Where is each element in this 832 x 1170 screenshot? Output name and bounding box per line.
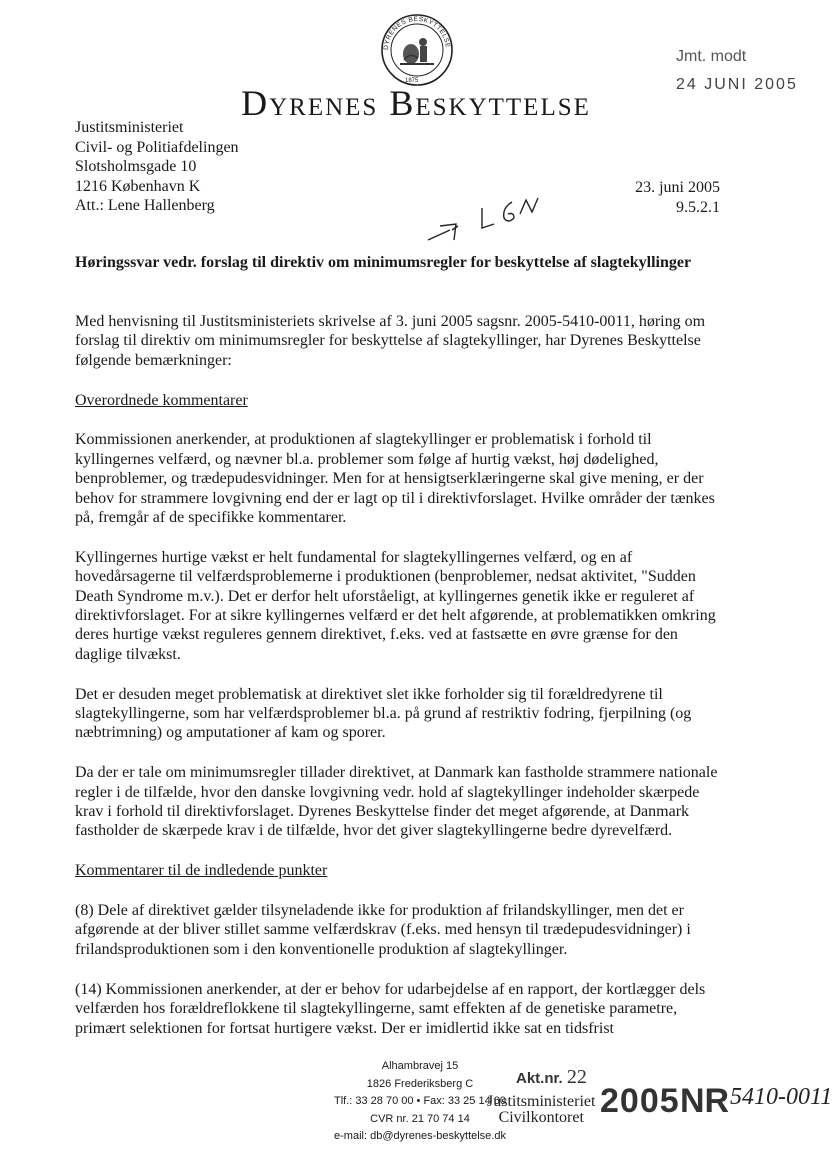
footer-address: Alhambravej 15 bbox=[381, 1060, 459, 1072]
letter-date bbox=[635, 178, 720, 217]
ministry-name: Justitsministeriet bbox=[487, 1093, 596, 1110]
received-stamp bbox=[676, 48, 798, 93]
handwritten-annotation bbox=[420, 190, 560, 250]
recipient-line: Civil- og Politiafdelingen bbox=[75, 138, 239, 156]
body-paragraph: Kommissionen anerkender, at produktionen af slagtekyllinger er problematisk i forhold til kyllingernes velfærd, og nævner bl.a. problemer som følge af hurtig vækst, høj dødelighed, benproblemer, og trædepudesvidninger. Men for at hensigtserklæringerne skal give mening, er der behov for strammere lovgivning end der er lagt op til i direktivforslaget. Hvilke områder der tænkes på, fremgår af de specifikke kommentarer. bbox=[75, 431, 715, 527]
footer-phone: Tlf.: 33 28 70 00 • Fax: 33 25 14 60 bbox=[333, 1095, 507, 1107]
case-number-handwritten: 5410-0011 bbox=[730, 1084, 832, 1110]
footer-cvr: CVR nr. 21 70 74 14 bbox=[370, 1112, 470, 1125]
letter-body bbox=[75, 312, 720, 1058]
intro-paragraph: Med henvisning til Justitsministeriets skrivelse af 3. juni 2005 sagsnr. 2005-5410-0011, høring om forslag til direktiv om minimumsregler for beskyttelse af slagtekyllinger, har Dyrenes Beskyttelse følgende bemærkninger: bbox=[75, 313, 706, 369]
body-paragraph: Da der er tale om minimumsregler tillader direktivet, at Danmark kan fastholde strammere nationale regler i de tilfælde, hvor den danske lovgivning vedr. hold af slagtekyllinger indeholder skærpede krav i forhold til direktivforslaget. Dyrenes Beskyttelse finder det meget afgørende, at Danmark fastholder de skærpede krav i de tilfælde, hvor det giver slagtekyllingerne bedre dyrevelfærd. bbox=[75, 764, 718, 840]
akt-label: Akt.nr. bbox=[516, 1070, 563, 1087]
date-text: 23. juni 2005 bbox=[635, 179, 720, 196]
nr-stamp: NR bbox=[680, 1082, 730, 1120]
svg-text:1875: 1875 bbox=[405, 78, 419, 84]
office-name: Civilkontoret bbox=[498, 1109, 584, 1126]
body-paragraph: Kyllingernes hurtige vækst er helt fundamental for slagtekyllingernes velfærd, og en af hovedårsagerne til velfærdsproblemerne i produktionen (benproblemer, nedsat aktivitet, "Sudden Death Syndrome m.v.). Det er derfor helt uforståeligt, at kyllingernes genetik ikke er reguleret af direktivforslaget. For at sikre kyllingernes velfærd er det helt afgørende, at problematikken omkring deres hurtige vækst reguleres gennem direktivet, f.eks. ved at fastsætte en øvre grænse for den daglige tilvækst. bbox=[75, 548, 716, 663]
body-paragraph: Det er desuden meget problematisk at direktivet slet ikke forholder sig til forældredyrene til slagtekyllingerne, som har velfærdsproblemer bl.a. på grund af restriktiv fodring, fjerpilning (og næbtrimning) og amputationer af kam og sporer. bbox=[75, 685, 692, 742]
akt-number-stamp bbox=[516, 1066, 587, 1089]
reference-number: 9.5.2.1 bbox=[676, 198, 720, 216]
body-paragraph: (14) Kommissionen anerkender, at der er behov for udarbejdelse af en rapport, der kortlægger dels velfærden hos forældreflokkene til slagtekyllingerne, samt effekten af de genetiske parametre, primært selektionen for fortsat hurtigere vækst. Der er imidlertid ikke sat en tidsfrist bbox=[75, 980, 706, 1037]
year-stamp: 2005 bbox=[600, 1082, 680, 1120]
received-stamp-date: 24 JUNI 2005 bbox=[676, 76, 798, 93]
recipient-line: 1216 København K bbox=[75, 177, 201, 195]
received-stamp-label: Jmt. modt bbox=[676, 48, 747, 65]
recipient-line: Att.: Lene Hallenberg bbox=[75, 197, 215, 215]
svg-text:DYRENES BESKYTTELSE: DYRENES BESKYTTELSE bbox=[382, 15, 451, 51]
recipient-address bbox=[75, 118, 239, 216]
organization-name: Dyrenes Beskyttelse bbox=[241, 83, 591, 123]
letter-subject: Høringssvar vedr. forslag til direktiv om minimumsregler for beskyttelse af slagtekyllinger bbox=[75, 254, 692, 271]
recipient-line: Slotsholmsgade 10 bbox=[75, 158, 197, 176]
organization-seal-logo bbox=[378, 12, 456, 88]
body-paragraph: (8) Dele af direktivet gælder tilsyneladende ikke for produktion af frilandskyllinger, men det er afgørende at der bliver stillet samme velfærdskrav (f.eks. med hensyn til trædepudesvidninger) i frilandsproduktionen som i den konventionelle produktion af slagtekyllinger. bbox=[75, 902, 691, 958]
section-heading: Overordnede kommentarer bbox=[75, 391, 248, 409]
akt-number: 22 bbox=[566, 1066, 587, 1088]
section-heading: Kommentarer til de indledende punkter bbox=[75, 862, 328, 880]
recipient-line: Justitsministeriet bbox=[75, 119, 184, 136]
footer-city: 1826 Frederiksberg C bbox=[366, 1077, 474, 1090]
footer-email: e-mail: db@dyrenes-beskyttelse.dk bbox=[334, 1130, 506, 1142]
ministry-stamp bbox=[487, 1094, 595, 1126]
